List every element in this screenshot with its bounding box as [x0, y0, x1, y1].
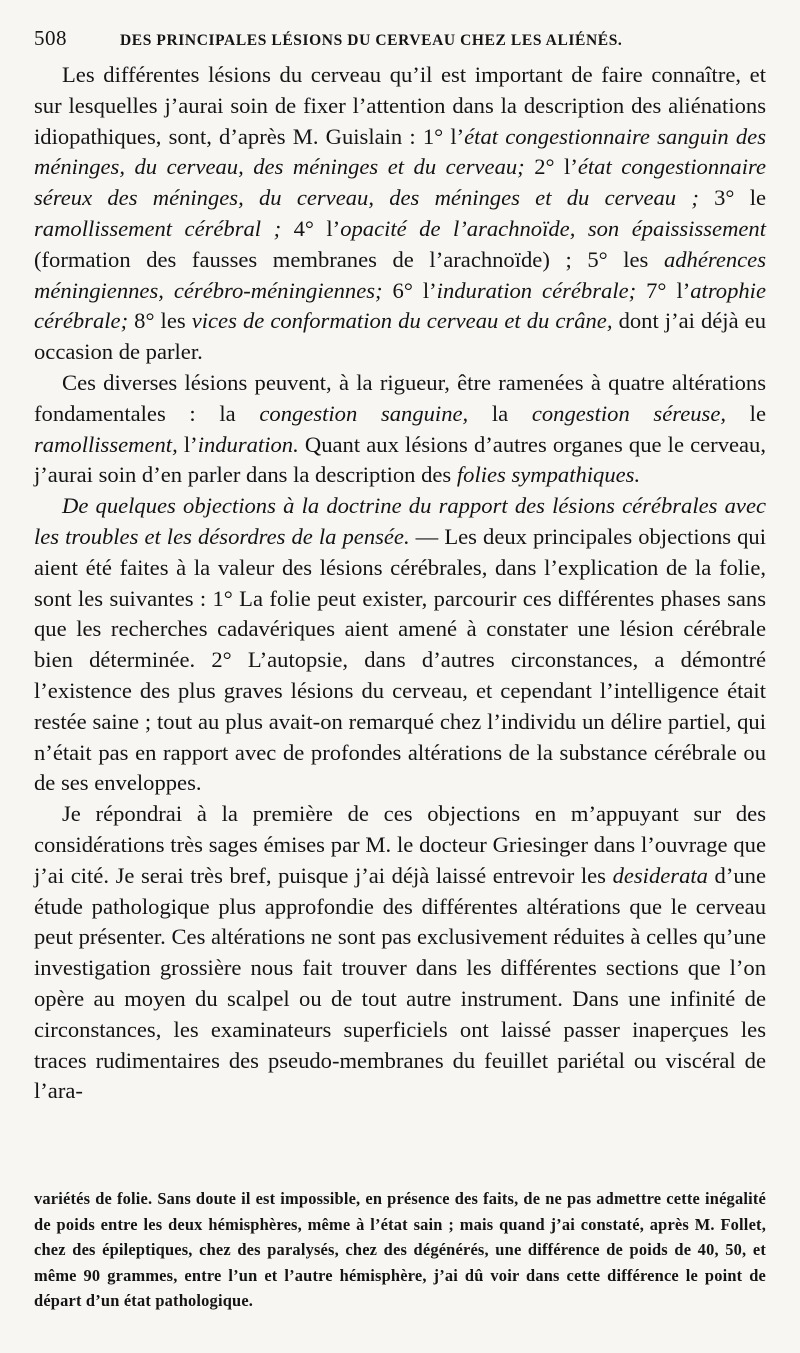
italic-text-run: état congestionnaire sanguin des méninges, du cerveau, des méninges et du cerveau; — [34, 123, 766, 180]
text-run: 6° l’ — [382, 277, 437, 303]
italic-text-run: De quelques objections à la doctrine du rapport des lésions cérébrales avec les troubles et les désordres de la pensée. — [34, 493, 766, 549]
text-run: — Les deux principales objections qui aient été faites à la valeur des lésions cérébrales, dans l’explication de la folie, sont les suivantes : 1° La folie peut exister, parcourir ces différentes phases sans que les recherches cadavériques aient amené à constater une lésion cérébrale bien déterminée. 2° L’autopsie, dans d’autres circonstances, a démontré l’existence des plus graves lésions du cerveau, et cependant l’intelligence était restée saine ; tout au plus avait-on remarqué chez l’individu un délire partiel, qui n’était pas en rapport avec de profondes altérations de la substance cérébrale ou de ses enveloppes. — [34, 523, 766, 796]
text-run: le — [726, 400, 766, 426]
text-run: 4° l’ — [281, 215, 341, 241]
text-run: d’une étude pathologique plus approfondie des différentes altérations que le cerveau peut présenter. Ces altérations ne sont pas exclusivement réduites à celles qu’une investigation grossière nous fait trouver dans les différentes sections que l’on opère au moyen du scalpel ou de tout autre instrument. Dans une infinité de circonstances, les examinateurs superficiels ont laissé passer inaperçues les traces rudimentaires des pseudo-membranes du feuillet pariétal ou viscéral de l’ara- — [34, 862, 766, 1104]
text-run: Quant aux lésions d’autres organes que le cerveau, j’aurai soin d’en parler dans la description des — [34, 431, 767, 488]
italic-text-run: opacité de l’arachnoïde, son épaississement — [340, 215, 766, 241]
italic-text-run: vices de conformation du cerveau et du crâne, — [191, 308, 613, 334]
text-run: la — [468, 400, 532, 426]
italic-text-run: induration cérébrale; — [436, 277, 637, 303]
paragraph — [34, 491, 766, 799]
footnote-text: variétés de folie. Sans doute il est impossible, en présence des faits, de ne pas admettre cette inégalité de poids entre les deux hémisphères, même à l’état sain ; mais quand j’ai constaté, après M. Follet, chez des épileptiques, chez des paralysés, chez des dégénérés, une différence de poids de 40, 50, et même 90 grammes, entre l’un et l’autre hémisphère, j’ai dû voir dans cette différence le point de départ d’un état pathologique. — [34, 1189, 766, 1311]
italic-text-run: ramollissement cérébral ; — [34, 215, 282, 241]
paragraph — [34, 799, 766, 1107]
italic-text-run: folies sympathiques. — [456, 462, 641, 488]
italic-text-run: atrophie cérébrale; — [34, 277, 766, 334]
italic-text-run: état congestionnaire séreux des méninges, du cerveau, des méninges et du cerveau ; — [34, 154, 766, 211]
footnote — [34, 1186, 766, 1314]
page-number: 508 — [34, 26, 67, 50]
text-run: Je répondrai à la première de ces objections en m’appuyant sur des considérations très sages émises par M. le docteur Griesinger dans l’ouvrage que j’ai cité. Je serai très bref, puisque j’ai déjà laissé entrevoir les — [34, 801, 766, 888]
text-run: 7° l’ — [636, 277, 691, 303]
italic-text-run: adhérences méningiennes, cérébro-méningiennes; — [34, 246, 766, 303]
page-header — [34, 26, 766, 60]
italic-text-run: ramollissement, — [34, 431, 178, 457]
paragraph — [34, 368, 766, 491]
paragraph — [34, 60, 766, 368]
text-run: l’ — [177, 431, 198, 457]
running-title: DES PRINCIPALES LÉSIONS DU CERVEAU CHEZ LES ALIÉNÉS. — [120, 32, 623, 49]
italic-text-run: induration. — [197, 431, 299, 457]
text-run: 8° les — [128, 308, 192, 334]
text-run: (formation des fausses membranes de l’arachnoïde) ; 5° les — [34, 246, 664, 272]
text-run: Ces diverses lésions peuvent, à la rigueur, être ramenées à quatre altérations fondamentales : la — [34, 369, 766, 426]
italic-text-run: congestion sanguine, — [259, 400, 469, 426]
italic-text-run: desiderata — [612, 862, 708, 888]
text-run: Les différentes lésions du cerveau qu’il est important de faire connaître, et sur lesquelles j’aurai soin de fixer l’attention dans la description des aliénations idiopathiques, sont, d’après M. Guislain : 1° l’ — [34, 62, 766, 149]
italic-text-run: congestion séreuse, — [531, 400, 726, 426]
text-run: 2° l’ — [524, 154, 578, 180]
text-run: dont j’ai déjà eu occasion de parler. — [34, 308, 766, 365]
main-text — [34, 60, 766, 1107]
text-run: 3° le — [698, 185, 766, 211]
